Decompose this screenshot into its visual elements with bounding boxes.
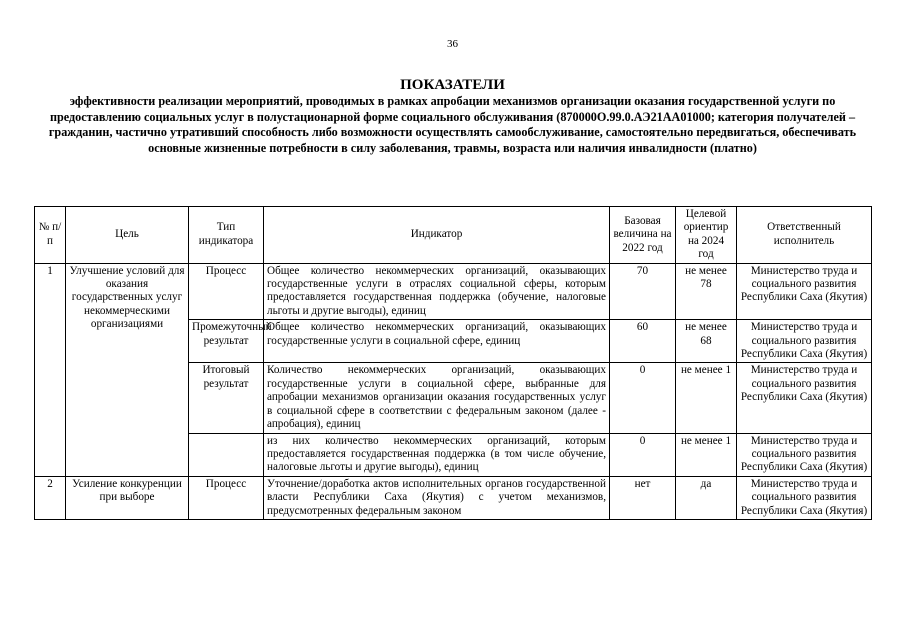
row-base: 60: [610, 320, 676, 363]
row-target: не менее 78: [676, 263, 737, 320]
row-responsible: Министерство труда и социального развития Республики Саха (Якутия): [737, 263, 872, 320]
header-base: Базовая величина на 2022 год: [610, 207, 676, 264]
row-type: Процесс: [189, 263, 264, 320]
header-indicator: Индикатор: [264, 207, 610, 264]
document-title: ПОКАЗАТЕЛИ: [400, 77, 505, 93]
row-responsible: Министерство труда и социального развития Республики Саха (Якутия): [737, 363, 872, 433]
row-num: 2: [35, 476, 66, 519]
row-indicator: Общее количество некоммерческих организаций, оказывающих государственные услуги в социальной сфере, единиц: [264, 320, 610, 363]
row-target: да: [676, 476, 737, 519]
row-target: не менее 1: [676, 363, 737, 433]
row-goal: Усиление конкуренции при выборе: [66, 476, 189, 519]
table-row: [35, 476, 872, 519]
row-indicator: Уточнение/доработка актов исполнительных органов государственной власти Республики Саха (Якутия) с учетом механизмов, предусмотренных федеральным законом: [264, 476, 610, 519]
row-type: Итоговый результат: [189, 363, 264, 433]
row-target: не менее 1: [676, 433, 737, 476]
header-num: № п/п: [35, 207, 66, 264]
row-target: не менее 68: [676, 320, 737, 363]
row-base: 0: [610, 433, 676, 476]
row-base: 0: [610, 363, 676, 433]
header-responsible: Ответственный исполнитель: [737, 207, 872, 264]
row-responsible: Министерство труда и социального развития Республики Саха (Якутия): [737, 476, 872, 519]
page-number: 36: [447, 38, 458, 50]
row-indicator: Общее количество некоммерческих организаций, оказывающих государственные услуги в отраслях социальной сферы, которым предоставляется государственная поддержка (обучение, налоговые льготы и другие выгоды), единиц: [264, 263, 610, 320]
row-indicator: Количество некоммерческих организаций, оказывающих государственные услуги в социальной сфере, выбранные для апробации механизмов организации оказания государственных услуг в социальной сфере в соответствии с федеральным законом (далее - апробация), единиц: [264, 363, 610, 433]
row-type: [189, 433, 264, 476]
row-responsible: Министерство труда и социального развития Республики Саха (Якутия): [737, 433, 872, 476]
header-goal: Цель: [66, 207, 189, 264]
table-row: [35, 263, 872, 320]
row-goal: Улучшение условий для оказания государственных услуг некоммерческими организациями: [66, 263, 189, 476]
document-subtitle: эффективности реализации мероприятий, проводимых в рамках апробации механизмов организации оказания государственной услуги по предоставлению социальных услуг в полустационарной форме социального обслуживания (870000О.99.0.АЭ21АА01000; категория получателей – гражданин, частично утративший способность либо возможности осуществлять самообслуживание, самостоятельно передвигаться, обеспечивать основные жизненные потребности в силу заболевания, травмы, возраста или наличия инвалидности (платно): [48, 94, 857, 155]
row-indicator: из них количество некоммерческих организаций, которым предоставляется государственная поддержка (в том числе обучение, налоговые льготы и другие выгоды), единиц: [264, 433, 610, 476]
indicators-table: [34, 206, 872, 520]
row-type: Процесс: [189, 476, 264, 519]
row-responsible: Министерство труда и социального развития Республики Саха (Якутия): [737, 320, 872, 363]
row-type: Промежуточный результат: [189, 320, 264, 363]
header-type: Тип индикатора: [189, 207, 264, 264]
row-base: 70: [610, 263, 676, 320]
document-heading: [28, 76, 877, 156]
row-num: 1: [35, 263, 66, 476]
header-target: Целевой ориентир на 2024 год: [676, 207, 737, 264]
row-base: нет: [610, 476, 676, 519]
table-header-row: [35, 207, 872, 264]
